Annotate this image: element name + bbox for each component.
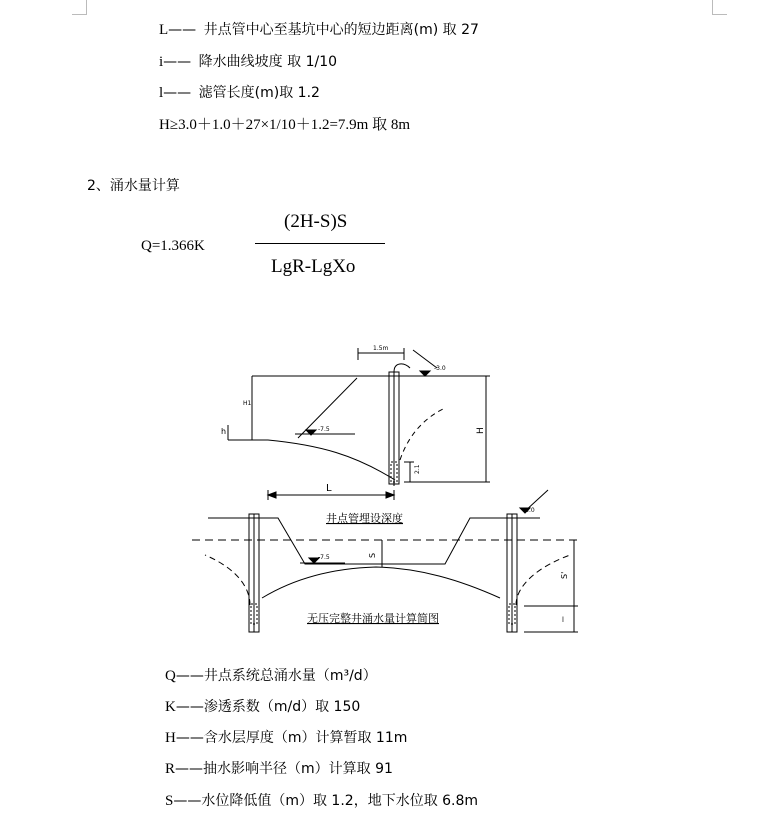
definition-H: H≥3.0＋1.0＋27×1/10＋1.2=7.9m 取 8m xyxy=(159,117,410,133)
diagram1-level-water: -7.5 xyxy=(318,426,330,433)
definition-K: K——渗透系数（m/d）取 150 xyxy=(165,699,361,715)
definition-i: i—— 降水曲线坡度 取 1/10 xyxy=(159,54,338,70)
diagram2-level-top: -3.0 xyxy=(523,507,535,514)
formula-denominator: LgR-LgXo xyxy=(271,256,356,277)
diagram1-caption: 井点管埋设深度 xyxy=(326,512,403,525)
diagram1-label-h: h xyxy=(221,427,227,436)
definition-l: l—— 滤管长度(m)取 1.2 xyxy=(159,85,320,101)
diagram1-label-H1: H1 xyxy=(243,400,252,407)
definition-Q: Q——井点系统总涌水量（m³/d） xyxy=(165,668,377,684)
formula-lhs: Q=1.366K xyxy=(141,238,205,254)
diagram2-level-water: -7.5 xyxy=(318,554,330,561)
definition-R: R——抽水影响半径（m）计算取 91 xyxy=(165,761,393,777)
diagram2-label-S2: S' xyxy=(560,571,569,579)
diagram2-label-l: l xyxy=(562,616,564,624)
definition-H-aquifer: H——含水层厚度（m）计算暂取 11m xyxy=(165,730,408,746)
section-heading: 2、涌水量计算 xyxy=(87,178,180,194)
formula-numerator: (2H-S)S xyxy=(284,211,348,232)
diagram2-caption: 无压完整井涌水量计算简图 xyxy=(307,612,439,625)
diagram1-label-L: L xyxy=(326,483,332,494)
definition-L: L—— 井点管中心至基坑中心的短边距离(m) 取 27 xyxy=(159,22,479,38)
diagram1-dim-top: 1.5m xyxy=(373,345,389,352)
diagram2-label-S: S xyxy=(368,552,377,558)
diagram1-label-l: 2.1 xyxy=(414,464,421,474)
diagram1-label-H: H xyxy=(476,427,486,434)
diagram1-level-top: -3.0 xyxy=(434,365,446,372)
definition-S: S——水位降低值（m）取 1.2，地下水位取 6.8m xyxy=(165,793,479,809)
